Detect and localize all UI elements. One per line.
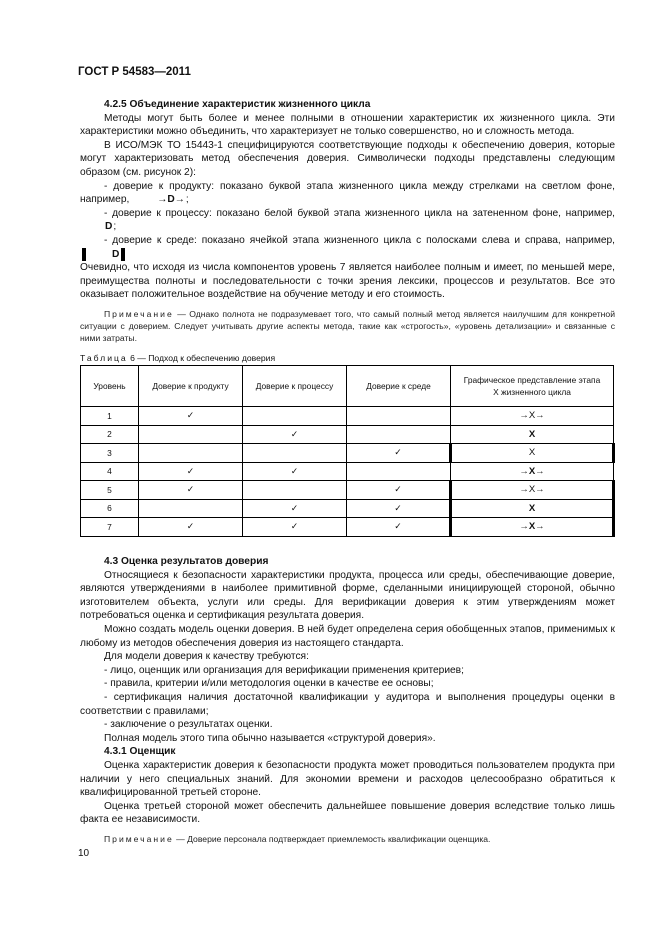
paragraph: Полная модель этого типа обычно называется «структурой доверия». [104, 732, 436, 744]
graphic-representation-cell: →X→ [451, 462, 614, 481]
column-header: Доверие к продукту [139, 366, 243, 407]
process-trust-symbol: D [80, 220, 113, 234]
level-cell: 6 [81, 499, 139, 518]
graphic-representation-cell: →X→ [451, 518, 614, 537]
environment-check-cell [347, 462, 451, 481]
environment-check-cell: ✓ [347, 444, 451, 463]
table-caption [80, 353, 275, 363]
table-caption-text: 6 — Подход к обеспечению доверия [130, 353, 276, 363]
paragraph: Можно создать модель оценки доверия. В ней будет определена серия обобщенных этапов, применимых к любому из методов обеспечения доверия из настоящего стандарта. [80, 623, 615, 649]
paragraph: Методы могут быть более и менее полными в отношении характеристик их жизненного цикла. Эти характеристики можно объединить, что характеризует не только совершенство, но и сложность метода. [80, 112, 615, 138]
note-label: Примечание [104, 833, 174, 844]
level-cell: 3 [81, 444, 139, 463]
product-check-cell: ✓ [139, 481, 243, 500]
environment-check-cell: ✓ [347, 481, 451, 500]
product-check-cell: ✓ [139, 518, 243, 537]
graphic-representation-cell: X [451, 444, 614, 463]
list-item-end: ; [113, 221, 117, 233]
note-text: — Однако полнота не подразумевает того, что самый полный метод является наилучшим для конкретной ситуации с доверием. Следует учитывать другие аспекты метода, такие как «строгость», «уровень детализации» и связанные с ними затраты. [80, 308, 616, 343]
section-heading: 4.3 Оценка результатов доверия [104, 556, 269, 567]
process-check-cell [243, 407, 347, 426]
paragraph: Относящиеся к безопасности характеристики продукта, процесса или среды, обеспечивающие доверие, являются утверждениями в наиболее примитивной форме, сделанными инициирующей стороной, обычно изготовителем объекта, услуги или среды. Для верификации доверия к этим утверждениям может потребоваться оценка и сертификация результата доверия. [80, 569, 615, 622]
environment-check-cell [347, 407, 451, 426]
table-caption-label: Таблица [80, 353, 128, 363]
process-check-cell: ✓ [243, 499, 347, 518]
paragraph: Очевидно, что исходя из числа компонентов уровень 7 является наиболее полным и имеет, по меньшей мере, преимущества полноты и последовательности с точки зрения лексики, процессов и результатов. Все это оказывает положительное воздействие на обучение методу и его стоимость. [80, 262, 615, 301]
process-check-cell [243, 481, 347, 500]
list-item-text: - доверие к среде: показано ячейкой этапа жизненного цикла с полосками слева и справа, например, [104, 234, 615, 246]
column-header: Доверие к процессу [243, 366, 347, 407]
level-cell: 7 [81, 518, 139, 537]
paragraph: Оценка характеристик доверия к безопасности продукта может проводиться пользователем продукта при наличии у него специальных знаний. Для экономии времени и расходов целесообразно обратиться к квалифицированной третьей стороне. [80, 759, 615, 799]
table-row [81, 481, 614, 500]
level-cell: 5 [81, 481, 139, 500]
product-check-cell [139, 499, 243, 518]
process-check-cell: ✓ [243, 518, 347, 537]
list-item-environment [80, 234, 615, 261]
process-check-cell: ✓ [243, 425, 347, 444]
graphic-representation-cell: →X→ [451, 481, 614, 500]
table-header-row [81, 366, 614, 407]
list-item: - лицо, оценщик или организация для верификации применения критериев; [104, 664, 464, 676]
section-4-3 [80, 555, 615, 845]
table-row [81, 407, 614, 426]
graphic-representation-cell: X [451, 425, 614, 444]
environment-trust-symbol: D [82, 248, 125, 262]
environment-check-cell: ✓ [347, 499, 451, 518]
graphic-representation-cell: →X→ [451, 407, 614, 426]
page-number: 10 [78, 848, 90, 859]
table-row [81, 499, 614, 518]
environment-check-cell: ✓ [347, 518, 451, 537]
document-header: ГОСТ Р 54583—2011 [78, 66, 191, 78]
list-item-text: - доверие к процессу: показано белой буквой этапа жизненного цикла на затененном фоне, например, [104, 207, 615, 219]
process-check-cell [243, 444, 347, 463]
level-cell: 2 [81, 425, 139, 444]
paragraph: Для модели доверия к качеству требуются: [104, 651, 309, 663]
level-cell: 1 [81, 407, 139, 426]
list-item-process [80, 207, 615, 234]
table-row [81, 462, 614, 481]
note-label: Примечание [104, 308, 174, 319]
graphic-representation-cell: X [451, 499, 614, 518]
product-trust-symbol: →D→ [157, 194, 185, 206]
level-cell: 4 [81, 462, 139, 481]
product-check-cell [139, 444, 243, 463]
table-row [81, 518, 614, 537]
list-item: - правила, критерии и/или методология оценки в качестве ее основы; [104, 678, 434, 690]
paragraph: Оценка третьей стороной может обеспечить дальнейшее повышение доверия вследствие только лишь факта ее независимости. [80, 800, 615, 826]
paragraph: В ИСО/МЭК ТО 15443-1 специфицируются соответствующие подходы к обеспечению доверия, которые могут характеризовать метод обеспечения доверия. Символически подходы представлены следующим образом (см. рисунок 2): [80, 139, 615, 178]
list-item: - сертификация наличия достаточной квалификации у аудитора и выполнения процедуры оценки в соответствии с правилами; [80, 691, 615, 717]
section-heading: 4.2.5 Объединение характеристик жизненного цикла [104, 99, 371, 110]
table-row [81, 444, 614, 463]
product-check-cell: ✓ [139, 462, 243, 481]
note [80, 833, 615, 845]
note [80, 308, 615, 344]
section-4-2-5 [80, 98, 615, 344]
list-item-text: - доверие к продукту: показано буквой этапа жизненного цикла между стрелками на светлом фоне, например, [80, 180, 615, 206]
product-check-cell [139, 425, 243, 444]
list-item-product [80, 180, 615, 207]
subsection-heading: 4.3.1 Оценщик [104, 746, 176, 758]
list-item-end: ; [185, 194, 189, 206]
column-header: Уровень [81, 366, 139, 407]
note-text: — Доверие персонала подтверждает приемлемость квалификации оценщика. [176, 833, 491, 844]
environment-check-cell [347, 425, 451, 444]
product-check-cell: ✓ [139, 407, 243, 426]
trust-approach-table [80, 365, 615, 537]
table-row [81, 425, 614, 444]
column-header: Графическое представление этапа X жизненного цикла [451, 366, 614, 407]
column-header: Доверие к среде [347, 366, 451, 407]
list-item: - заключение о результатах оценки. [104, 719, 273, 731]
process-check-cell: ✓ [243, 462, 347, 481]
